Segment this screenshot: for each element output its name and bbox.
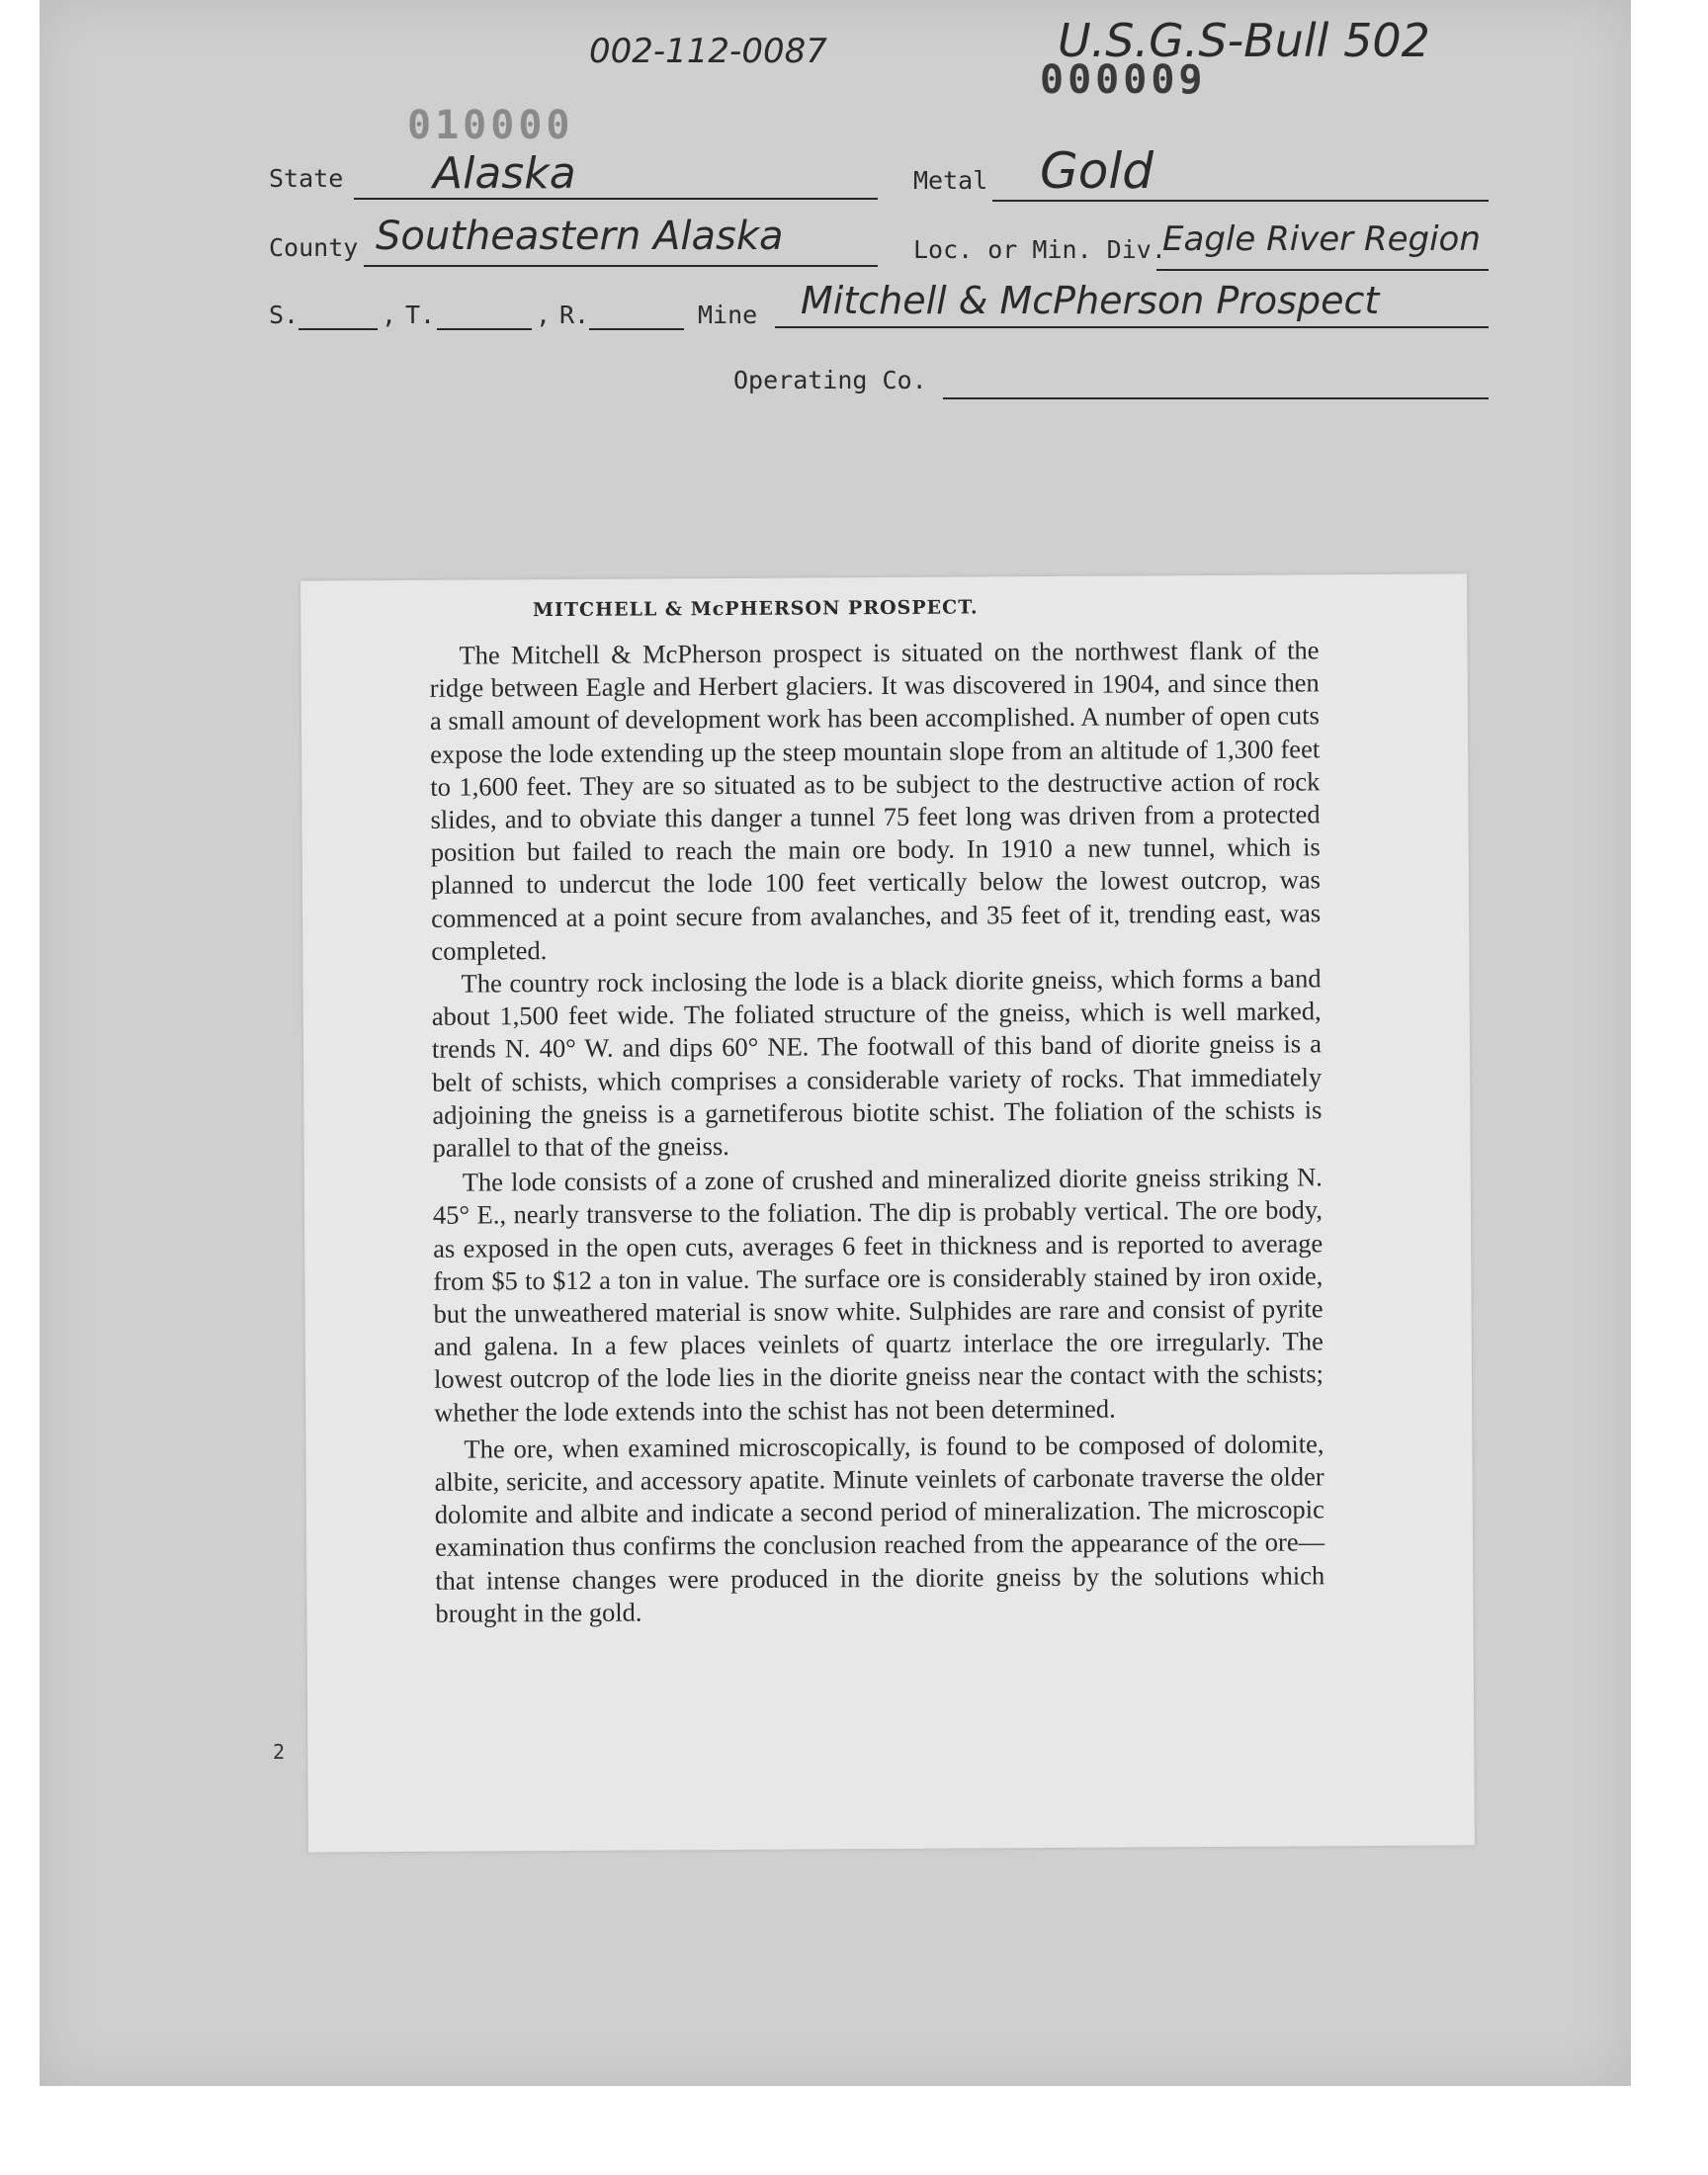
bulletin-clipping [300,573,1475,1852]
mine-underline [775,326,1489,328]
clipping-paragraph: The Mitchell & McPherson prospect is situated on the northwest flank of the ridge between Eagle and Herbert glaciers. It was discovered in 1904, and since then a small amount of development work has been accomplished. A number of open cuts expose the lode extending up the steep mountain slope from an altitude of 1,300 feet to 1,600 feet. They are so situated as to be subject to the destructive action of rock slides, and to obviate this danger a tunnel 75 feet long was driven from a protected position but failed to reach the main ore body. In 1910 a new tunnel, which is planned to undercut the lode 100 feet vertically below the lowest outcrop, was commenced at a point secure from avalanches, and 35 feet of it, trending east, was completed. [429,635,1322,966]
page-number: 2 [273,1740,286,1764]
loc-value: Eagle River Region [1162,219,1481,259]
source-reference: U.S.G.S-Bull 502 [1058,14,1430,67]
clipping-title: MITCHELL & McPHERSON PROSPECT. [532,596,979,622]
county-underline [364,265,878,267]
metal-underline [992,200,1489,202]
state-value: Alaska [433,148,576,199]
loc-underline [1156,269,1489,271]
metal-label: Metal [913,166,988,195]
operating-co-label: Operating Co. [733,366,927,394]
county-value: Southeastern Alaska [376,214,784,259]
township-label: T. [405,301,436,329]
document-page: 002-112-0087 U.S.G.S-Bull 502 000009 010000 State Alaska Metal Gold County Southeastern Alaska Loc. or Min. Div. Eagle River Region S. , T. , R. Mine Mitchell & McPherson Prospect Operating Co. MITCHELL & McPHERSON PROSPECT. The Mitchell & McPherson prospect is situated on the northwest flank of the ridge between Eagle and Herbert glaciers. It was discovered in 1904, and since then a small amount of development work has been accomplished. A number of open cuts expose the lode extending up the steep mountain slope from an altitude of 1,300 feet to 1,600 feet. They are so situated as to be subject to the destructive action of rock slides, and to obviate this danger a tunnel 75 feet long was driven from a protected position but failed to reach the main ore body. In 1910 a new tunnel, which is planned to undercut the lode 100 feet vertically below the lowest outcrop, was commenced at a point secure from avalanches, and 35 feet of it, trending east, was completed. The country rock inclosing the lode is a black diorite gneiss, which forms a band about 1,500 feet wide. The foliated structure of the gneiss, which is well marked, trends N. 40° W. and dips 60° NE. The footwall of this band of diorite gneiss is a belt of schists, which comprises a considerable variety of rocks. That immediately adjoining the gneiss is a garnetiferous biotite schist. The foliation of the schists is parallel to that of the gneiss. The lode consists of a zone of crushed and mineralized diorite gneiss striking N. 45° E., nearly transverse to the foliation. The dip is probably vertical. The ore body, as exposed in the open cuts, averages 6 feet in thickness and is reported to average from $5 to $12 a ton in value. The surface ore is considerably stained by iron oxide, but the unweathered material is snow white. Sulphides are rare and consist of pyrite and galena. In a few places veinlets of quartz interlace the ore irregularly. The lowest outcrop of the lode lies in the diorite gneiss near the contact with the schists; whether the lode extends into the schist has not been determined. The ore, when examined microscopically, is found to be composed of dolomite, albite, sericite, and accessory apatite. Minute veinlets of carbonate traverse the older dolomite and albite and indicate a second period of mineralization. The microscopic examination thus confirms the conclusion reached from the appearance of the ore—that intense changes were produced in the diorite gneiss by the solutions which brought in the gold. 2 [40,0,1631,2086]
mine-label: Mine [698,301,758,329]
stamp-number: 000009 [1040,57,1207,103]
stamp-number-faint: 010000 [407,103,574,148]
mine-value: Mitchell & McPherson Prospect [801,279,1380,322]
section-underline [299,328,378,330]
clipping-paragraph: The ore, when examined microscopically, is found to be composed of dolomite, albite, sericite, and accessory apatite. Minute veinlets of carbonate traverse the older dolomite and albite and indicate a second period of mineralization. The microscopic examination thus confirms the conclusion reached from the appearance of the ore—that intense changes were produced in the diorite gneiss by the solutions which brought in the gold. [434,1429,1325,1628]
township-underline [437,328,532,330]
range-label: R. [559,301,590,329]
county-label: County [269,233,359,262]
metal-value: Gold [1040,142,1153,200]
loc-label: Loc. or Min. Div. [913,235,1166,264]
operating-co-underline [943,397,1489,399]
clipping-paragraph: The country rock inclosing the lode is a black diorite gneiss, which forms a band about 1,500 feet wide. The foliated structure of the gneiss, which is well marked, trends N. 40° W. and dips 60° NE. The footwall of this band of diorite gneiss is a belt of schists, which comprises a considerable variety of rocks. That immediately adjoining the gneiss is a garnetiferous biotite schist. The foliation of the schists is parallel to that of the gneiss. [431,963,1323,1163]
section-label: S. [269,301,299,329]
state-label: State [269,164,344,193]
range-underline [589,328,684,330]
clipping-paragraph: The lode consists of a zone of crushed and mineralized diorite gneiss striking N. 45° E., nearly transverse to the foliation. The dip is probably vertical. The ore body, as exposed in the open cuts, averages 6 feet in thickness and is reported to average from $5 to $12 a ton in value. The surface ore is considerably stained by iron oxide, but the unweathered material is snow white. Sulphides are rare and consist of pyrite and galena. In a few places veinlets of quartz interlace the ore irregularly. The lowest outcrop of the lode lies in the diorite gneiss near the contact with the schists; whether the lode extends into the schist has not been determined. [432,1162,1324,1428]
file-number: 002-112-0087 [589,32,827,71]
clipping-body [429,634,1324,1630]
